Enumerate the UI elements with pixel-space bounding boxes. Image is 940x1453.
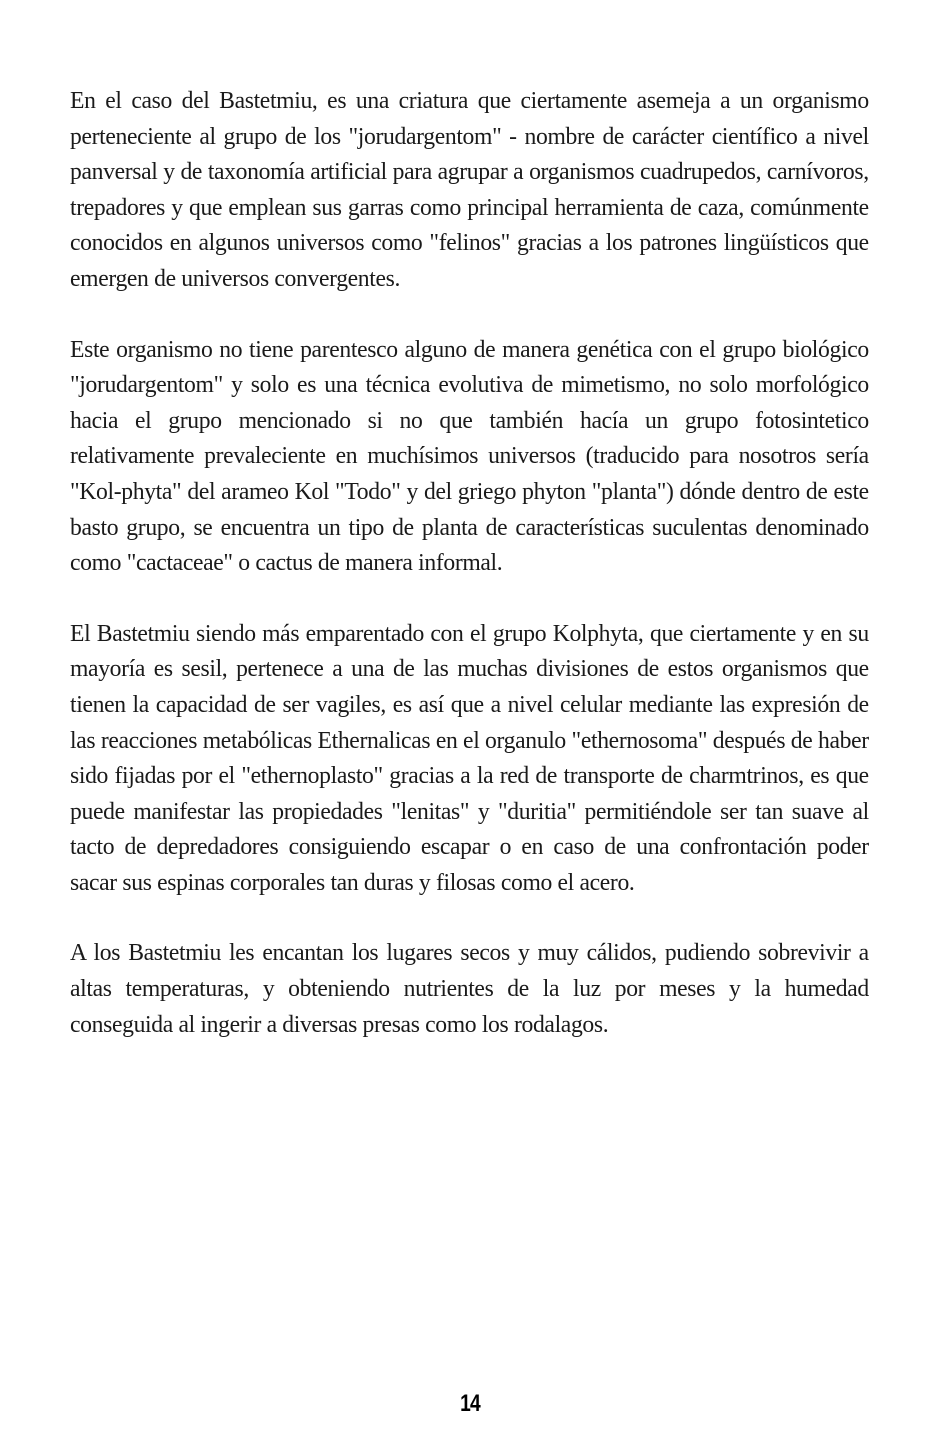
paragraph-4: A los Bastetmiu les encantan los lugares secos y muy cálidos, pudiendo sobrevivir a altas temperaturas, y obteniendo nutrientes de la luz por meses y la humedad conseguida al ingerir a diversas presas como los rodalagos. [70, 940, 869, 1038]
paragraph-3: El Bastetmiu siendo más emparentado con el grupo Kolphyta, que ciertamente y en su mayoría es sesil, pertenece a una de las muchas divisiones de estos organismos que tienen la capacidad de ser vagiles, es así que a nivel celular mediante las expresión de las reacciones metabólicas Ethernalicas en el organulo "ethernosoma" después de haber sido fijadas por el "ethernoplasto" gracias a la red de transporte de charmtrinos, es que puede manifestar las propiedades "lenitas" y "duritia" permitiéndole ser tan suave al tacto de depredadores consiguiendo escapar o en caso de una confrontación poder sacar sus espinas corporales tan duras y filosas como el acero. [70, 620, 869, 896]
paragraph-2: Este organismo no tiene parentesco alguno de manera genética con el grupo biológico "jorudargentom" y solo es una técnica evolutiva de mimetismo, no solo morfológico hacia el grupo mencionado si no que también hacía un grupo fotosintetico relativamente prevaleciente en muchísimos universos (traducido para nosotros sería "Kol-phyta" del arameo Kol "Todo" y del griego phyton "planta") dónde dentro de este basto grupo, se encuentra un tipo de planta de características suculentas denominado como "cactaceae" o cactus de manera informal. [70, 336, 869, 577]
page-number: 14 [460, 1390, 480, 1417]
paragraph-1: En el caso del Bastetmiu, es una criatura que ciertamente asemeja a un organismo perteneciente al grupo de los "jorudargentom" - nombre de carácter científico a nivel panversal y de taxonomía artificial para agrupar a organismos cuadrupedos, carnívoros, trepadores y que emplean sus garras como principal herramienta de caza, comúnmente conocidos en algunos universos como "felinos" gracias a los patrones lingüísticos que emergen de universos convergentes. [70, 88, 869, 292]
page-body [70, 84, 881, 1078]
